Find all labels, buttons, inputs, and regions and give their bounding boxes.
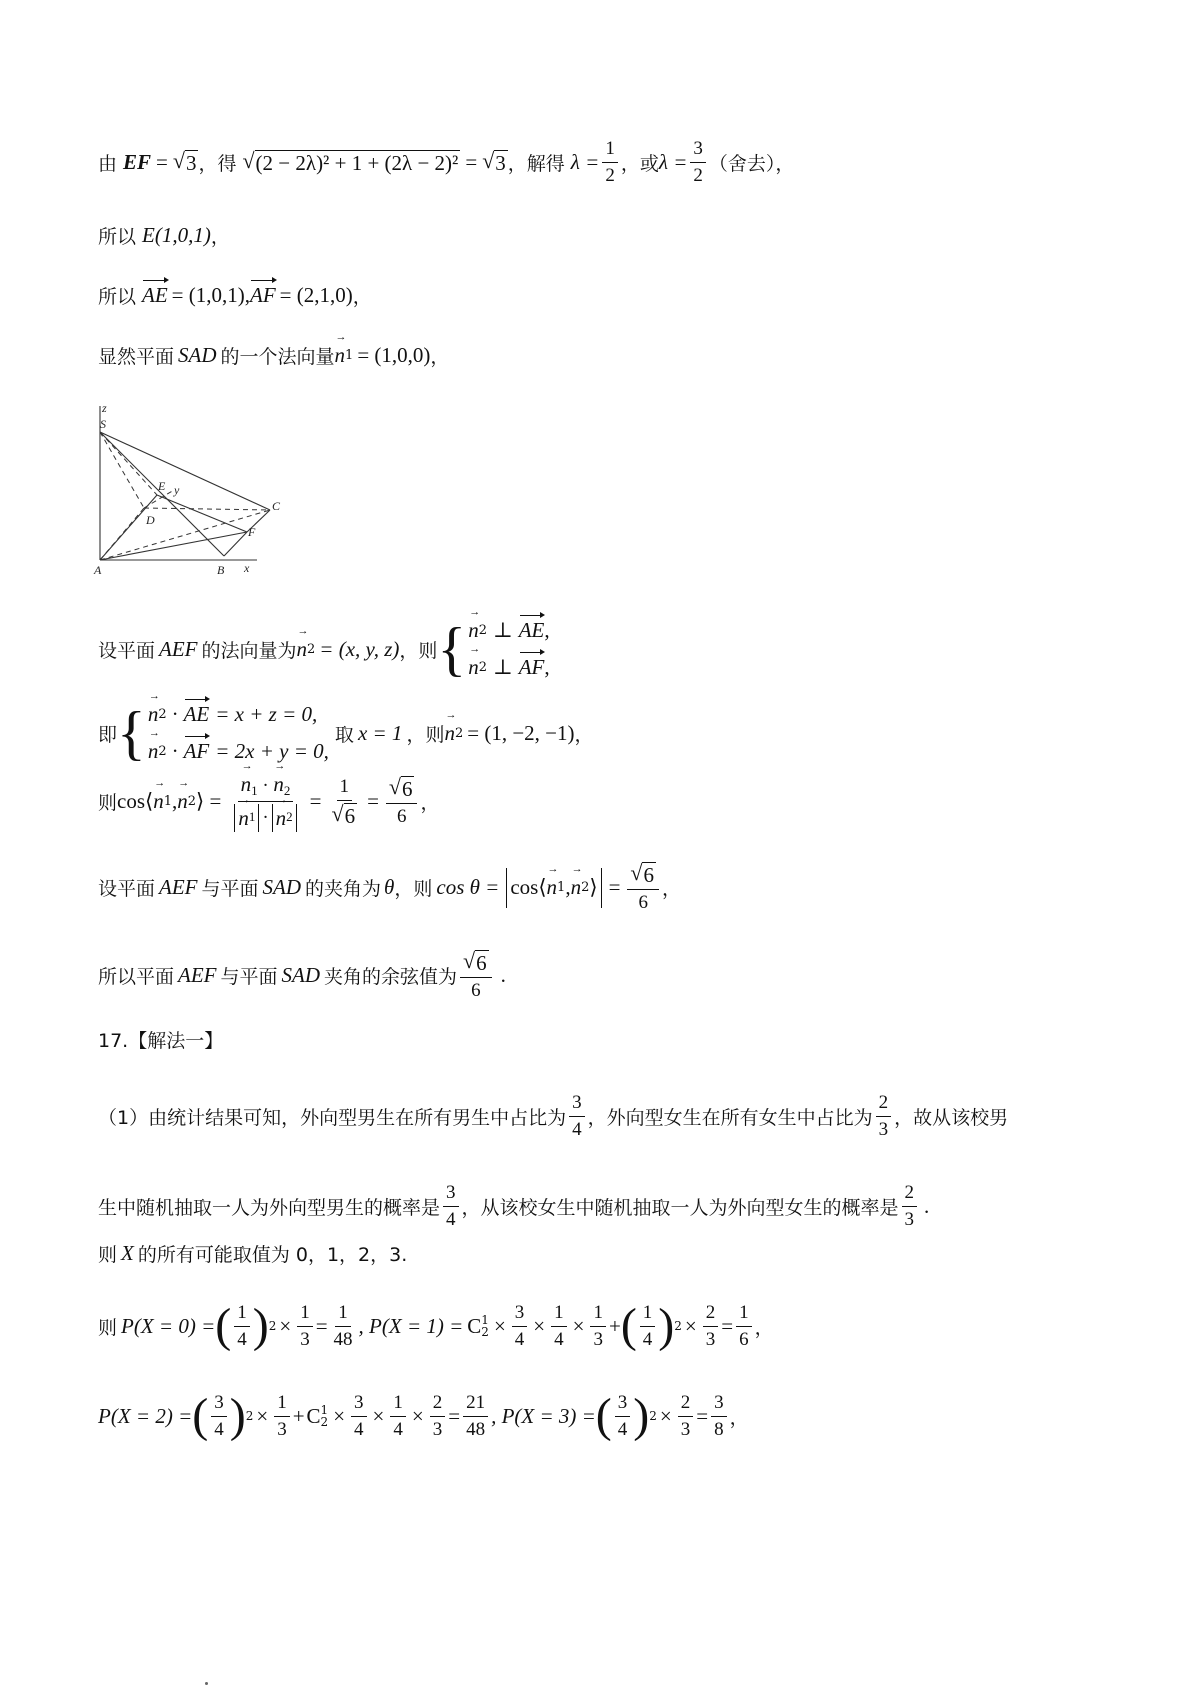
abs-bar (601, 868, 602, 908)
text: ，则 (399, 639, 438, 662)
brace: { (437, 616, 467, 682)
fraction: $\frac{2}{3}$ (876, 1092, 892, 1141)
math-aef: AEF (178, 963, 217, 988)
vector-n: → n (468, 655, 479, 680)
label-a: A (94, 563, 102, 577)
vector-ae: AE (518, 618, 545, 642)
line-statistics (98, 1092, 1160, 1141)
fraction: $\frac{3}{2}$ (690, 138, 706, 187)
sqrt-expression: √ (2 − 2λ)² + 1 + (2λ − 2)² (242, 147, 459, 175)
vector-n: → n (148, 739, 159, 764)
math-sad: SAD (262, 875, 302, 900)
line-probability: 生中随机抽取一人为外向型男生的概率是 $\frac{3}{4}$ ，从该校女生中随机抽取一人为外向型女生的概率是 $\frac{2}{3}$ . (98, 1182, 930, 1230)
math-theta: θ (384, 875, 395, 900)
text: 显然平面 (98, 346, 175, 368)
text: 则 (98, 792, 118, 815)
text: ，则 (394, 878, 433, 901)
math-cos: cos⟨ (117, 789, 154, 814)
math-point: E(1,0,1) (142, 223, 211, 247)
line-p2-p3: P(X = 2) = ( $\frac{3}{4}$ ) 2 × $\frac{1}{3}$ + C 1 2 × $\frac{3}{4}$ × $\frac{1}{4}$ × $\frac{2}{3}$ = $\frac{21}{48}$ , P(X = 3) = ( $\frac{3}{4}$ ) 2 × $\frac{2}{3}$ = $\frac{3}{8}$ ， (98, 1389, 749, 1443)
fraction: $\frac{3}{4}$ (512, 1302, 528, 1351)
text: ， (661, 878, 681, 901)
text: ， (210, 226, 230, 248)
text: 与平面 (201, 878, 259, 901)
edge-ef (157, 495, 247, 532)
line-vectors (98, 282, 1160, 309)
text: ，则 (406, 723, 445, 746)
label-s: S (100, 417, 106, 431)
math-costheta: cos θ = (436, 875, 500, 900)
text: 的夹角为 (305, 878, 382, 901)
fraction-dot-product: → $n_1$ · → $n_2$ → n 1 · → n 2 (228, 772, 302, 832)
math-p3: , P(X = 3) = (491, 1403, 596, 1428)
page-mark (205, 1682, 208, 1685)
perp-symbol: ⊥ (492, 618, 513, 642)
label-d: D (146, 513, 155, 527)
text: 的法向量为 (201, 639, 297, 662)
fraction: $\frac{1}{3}$ (297, 1302, 313, 1351)
fraction: $\frac{3}{8}$ (711, 1392, 727, 1441)
line-solve-n2: 即 { → n 2 · AE = x + z = 0, → n 2 · AF = 2x + y = 0, 取 x = 1 ，则 → n 2 = (1, −2, −1) ， (98, 696, 1160, 770)
math-eq: = (156, 149, 168, 174)
math-eq: = 2x + y = 0, (215, 739, 329, 763)
fraction: $\frac{21}{48}$ (463, 1392, 488, 1441)
math-p1: , P(X = 1) = (358, 1313, 464, 1338)
line-p0-p1: 则 P(X = 0) = ( $\frac{1}{4}$ ) 2 × $\frac{1}{3}$ = $\frac{1}{48}$ , P(X = 1) = C 1 2 × $\frac{3}{4}$ × $\frac{1}{4}$ × $\frac{1}{3}$ + ( $\frac{1}{4}$ ) 2 × $\frac{2}{3}$ = $\frac{1}{6}$ ， (98, 1299, 774, 1353)
fraction: $\frac{1}{6}$ (736, 1302, 752, 1351)
fraction: $\frac{2}{3}$ (678, 1392, 694, 1441)
text: ，外向型女生在所有女生中占比为 (587, 1106, 873, 1129)
line-normal-n1 (98, 342, 1160, 369)
text: ，得 (198, 152, 237, 175)
abs-bar (506, 868, 507, 908)
fraction: $\frac{1}{4}$ (640, 1302, 656, 1351)
vector-n: → n (177, 789, 188, 814)
fraction: $\frac{3}{4}$ (443, 1182, 459, 1231)
brace: { (117, 700, 146, 766)
equation-system: → n 2 · AE = x + z = 0, → n 2 · AF = 2x + y = 0, (148, 696, 329, 770)
label-y: y (174, 483, 180, 497)
math-aef: AEF (159, 875, 198, 900)
math-p2: P(X = 2) = (98, 1403, 193, 1428)
vector-ae: AE (142, 283, 168, 307)
fraction: √ 6 6 (627, 862, 659, 914)
vector-n: → n (468, 618, 479, 643)
heading-problem-17 (98, 1026, 1160, 1053)
text: ，解得 (507, 152, 565, 175)
math-value: = (1, −2, −1) (467, 720, 575, 745)
math-x: X (121, 1241, 134, 1265)
math-sad: SAD (178, 343, 217, 367)
fraction: $\frac{1}{2}$ (602, 138, 618, 187)
fraction: $\frac{2}{3}$ (703, 1302, 719, 1351)
text: 与平面 (220, 966, 278, 989)
line-point-e (98, 222, 1160, 249)
fraction: $\frac{1}{4}$ (551, 1302, 567, 1351)
label-f: F (248, 525, 256, 539)
math-lambda: λ = (570, 149, 600, 174)
vector-n: → n (153, 789, 164, 814)
vector-af: AF (183, 739, 210, 763)
text: 则 (98, 1316, 118, 1339)
text: 所以 (98, 226, 137, 248)
fraction: $\frac{1}{4}$ (390, 1392, 406, 1441)
math-value: = (x, y, z) (319, 636, 400, 661)
vector-af: AF (518, 655, 545, 679)
fraction: $\frac{3}{4}$ (615, 1392, 631, 1441)
perp-symbol: ⊥ (492, 655, 513, 679)
pyramid-figure (92, 400, 292, 580)
math-x: x = 1 (357, 720, 403, 745)
text: 则 (98, 1244, 118, 1266)
subscript: 1 (345, 348, 354, 363)
line-conclusion: 所以平面 AEF 与平面 SAD 夹角的余弦值为 √ 6 6 . (98, 948, 506, 1002)
text: 所以 (98, 286, 137, 308)
vector-n: → n (297, 637, 308, 662)
subscript: 2 (307, 641, 316, 657)
fraction: √ 6 6 (460, 950, 492, 1002)
text: （1）由统计结果可知，外向型男生在所有男生中占比为 (98, 1106, 567, 1129)
fraction: √ 6 6 (386, 776, 418, 828)
text: 的一个法向量 (220, 346, 335, 368)
fraction: 1 √ 6 (331, 776, 356, 828)
sqrt-3: √ 3 (482, 147, 506, 175)
vector-n: → n (148, 702, 159, 727)
math-aef: AEF (159, 636, 198, 661)
text: 由 (98, 152, 118, 175)
edge-sc (100, 432, 270, 510)
text: 生中随机抽取一人为外向型男生的概率是 (98, 1196, 441, 1219)
fraction: $\frac{2}{3}$ (430, 1392, 446, 1441)
text: 夹角的余弦值为 (324, 966, 458, 989)
text: ， (430, 346, 450, 368)
text: 的所有可能取值为 0，1，2，3. (137, 1244, 408, 1266)
fraction: $\frac{1}{3}$ (590, 1302, 606, 1351)
text: ，或 (620, 152, 659, 175)
label-c: C (272, 499, 281, 513)
math-p0: P(X = 0) = (121, 1313, 216, 1338)
math-ef: EF (123, 149, 152, 174)
vector-n: → n (444, 721, 455, 746)
text: ，从该校女生中随机抽取一人为外向型女生的概率是 (461, 1196, 899, 1219)
fraction: $\frac{3}{4}$ (211, 1392, 227, 1441)
math-value: = (1,0,0) (357, 343, 431, 367)
text: 设平面 (98, 878, 156, 901)
math-eq: = x + z = 0, (215, 702, 318, 726)
text: ，故从该校男 (894, 1106, 1009, 1129)
fraction: $\frac{1}{3}$ (274, 1392, 290, 1441)
text: 即 (98, 723, 118, 746)
math-value: = (2,1,0) (279, 283, 353, 307)
line-values-x (98, 1240, 1160, 1267)
edge-se (100, 432, 157, 495)
text: ， (352, 286, 372, 308)
vector-n: → n (335, 343, 346, 368)
fraction: $\frac{1}{48}$ (333, 1302, 353, 1350)
perp-system: → n 2 ⊥ AE , → n 2 ⊥ AF , (468, 612, 549, 686)
text: 设平面 (98, 639, 156, 662)
text: 取 (334, 723, 354, 746)
fraction: $\frac{3}{4}$ (569, 1092, 585, 1141)
fraction: $\frac{3}{4}$ (351, 1392, 367, 1441)
edge-dc (144, 508, 270, 510)
line-angle-theta: 设平面 AEF 与平面 SAD 的夹角为 θ ，则 cos θ = cos⟨ → n 1 , → n 2 ⟩ = √ 6 6 ， (98, 862, 1160, 914)
math-sad: SAD (281, 963, 321, 988)
label-e: E (158, 479, 166, 493)
text: ， (574, 723, 594, 746)
fraction: $\frac{2}{3}$ (902, 1182, 918, 1231)
label-b: B (217, 563, 225, 577)
label-z: z (102, 401, 107, 415)
math-eq: = (465, 149, 478, 174)
vector-ae: AE (183, 702, 210, 726)
edge-ad (100, 508, 144, 560)
text: ， (420, 792, 440, 815)
text: 所以平面 (98, 966, 175, 989)
math-lambda: λ = (658, 149, 688, 174)
vector-af: AF (250, 283, 276, 307)
text: 17.【解法一】 (98, 1030, 224, 1052)
line-ef-equation (98, 138, 1160, 187)
text: （舍去）， (708, 152, 795, 175)
line-normal-n2 (98, 612, 1160, 686)
line-cos: 则 cos⟨ → n 1 , → n 2 ⟩ = → $n_1$ · → $n_2$ → n 1 · → n 2 = 1 √ 6 = √ 6 6 ， (98, 772, 1160, 832)
math-value: = (1,0,1), (171, 283, 251, 307)
label-x: x (244, 561, 250, 575)
sqrt-3: √ 3 (172, 147, 197, 175)
fraction: $\frac{1}{4}$ (234, 1302, 250, 1351)
